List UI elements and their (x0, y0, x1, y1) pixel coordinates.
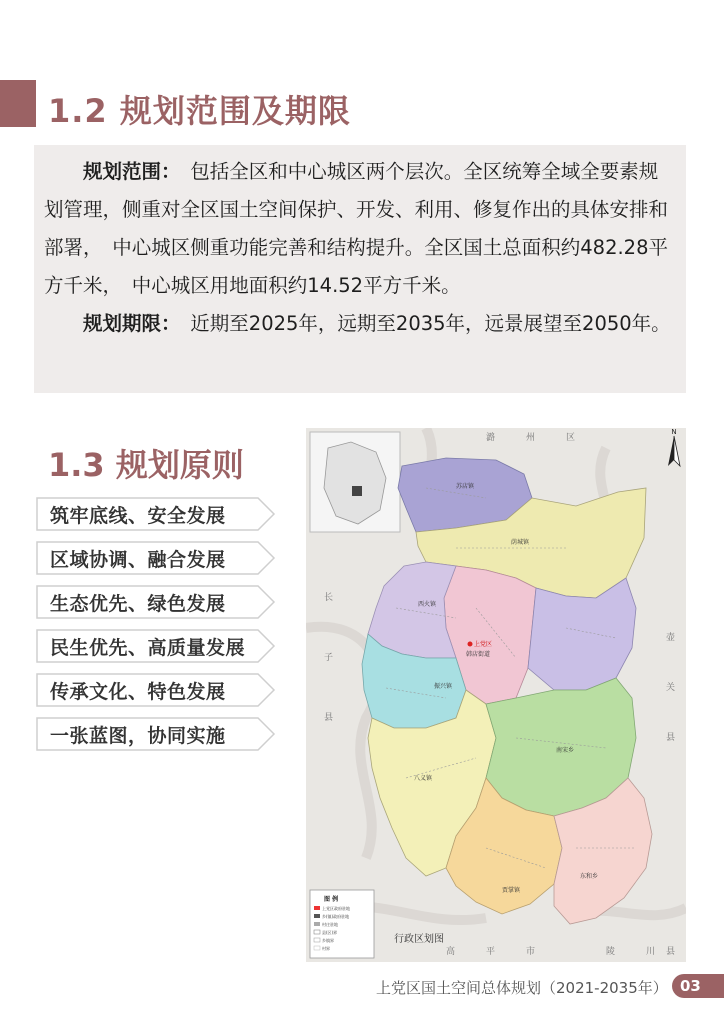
town-label: 上党区 (474, 641, 493, 648)
neighbor-char: 市 (526, 947, 536, 957)
town-label: 南宋乡 (556, 747, 575, 754)
svg-text:N: N (671, 428, 677, 436)
legend-item: 村庄驻地 (322, 922, 338, 927)
section-title-scope: 1.2 规划范围及期限 (48, 92, 351, 130)
section-accent-bar (0, 80, 36, 127)
scope-label: 规划范围： (83, 160, 171, 183)
principle-item (36, 629, 276, 663)
neighbor-char: 陵 (606, 947, 616, 957)
principle-item (36, 673, 276, 707)
neighbor-char: 高 (446, 947, 456, 957)
footer-title: 上党区国土空间总体规划（2021-2035年） (376, 979, 668, 997)
legend-item: 上党区政府驻地 (322, 906, 350, 911)
neighbor-char: 子 (324, 653, 334, 663)
neighbor-char: 区 (566, 433, 576, 443)
principle-item (36, 541, 276, 575)
scope-paragraph (44, 153, 676, 305)
neighbor-char: 潞 (486, 433, 496, 443)
legend-item: 乡(镇)政府驻地 (322, 914, 350, 919)
inset-locator-map (310, 432, 400, 532)
scope-text-box (34, 145, 686, 393)
legend-item: 县(区)界 (322, 930, 338, 935)
town-label: 东和乡 (580, 873, 599, 880)
principles-list (36, 497, 276, 761)
neighbor-char: 县 (324, 713, 334, 723)
period-label: 规划期限： (83, 312, 171, 335)
principle-label: 筑牢底线、安全发展 (50, 505, 226, 527)
neighbor-char: 县 (666, 733, 676, 743)
town-label: 苏店镇 (456, 483, 475, 490)
neighbor-char: 县 (666, 947, 676, 957)
neighbor-char: 关 (666, 683, 676, 693)
scope-text: 包括全区和中心城区两个层次。全区统筹全域全要素规划管理，侧重对全区国土空间保护、开发、利用、修复作出的具体安排和部署， 中心城区侧重功能完善和结构提升。全区国土总面积约482.28平方千米， 中心城区用地面积约14.52平方千米。 (44, 160, 669, 297)
principle-label: 传承文化、特色发展 (50, 681, 226, 703)
town-label: 韩店街道 (466, 651, 491, 658)
town-label: 荫城镇 (511, 539, 530, 546)
neighbor-char: 平 (486, 947, 496, 957)
neighbor-char: 壶 (666, 633, 676, 643)
legend-title: 图 例 (324, 896, 339, 903)
map-caption: 行政区划图 (394, 934, 444, 945)
principle-label: 区域协调、融合发展 (50, 549, 226, 571)
town-label: 贾掌镇 (502, 887, 521, 894)
period-paragraph (44, 305, 676, 343)
legend-item: 乡镇界 (322, 938, 334, 943)
principle-item (36, 717, 276, 751)
principle-label: 生态优先、绿色发展 (50, 593, 226, 615)
principle-item (36, 497, 276, 531)
neighbor-char: 长 (324, 593, 334, 603)
town-label: 西火镇 (418, 601, 437, 608)
principle-label: 一张蓝图，协同实施 (50, 725, 226, 747)
principle-label: 民生优先、高质量发展 (50, 637, 246, 659)
section-title-principles: 1.3 规划原则 (48, 446, 244, 484)
map-legend (310, 890, 374, 958)
neighbor-char: 川 (646, 947, 656, 957)
period-text: 近期至2025年，远期至2035年，远景展望至2050年。 (190, 312, 671, 335)
district-seat-marker (468, 642, 473, 647)
page-number: 03 (672, 974, 724, 998)
principle-item (36, 585, 276, 619)
administrative-map (306, 428, 686, 962)
town-label: 八义镇 (414, 775, 433, 782)
town-label: 振兴镇 (434, 683, 453, 690)
neighbor-char: 州 (526, 433, 536, 443)
legend-item: 村界 (322, 946, 330, 951)
